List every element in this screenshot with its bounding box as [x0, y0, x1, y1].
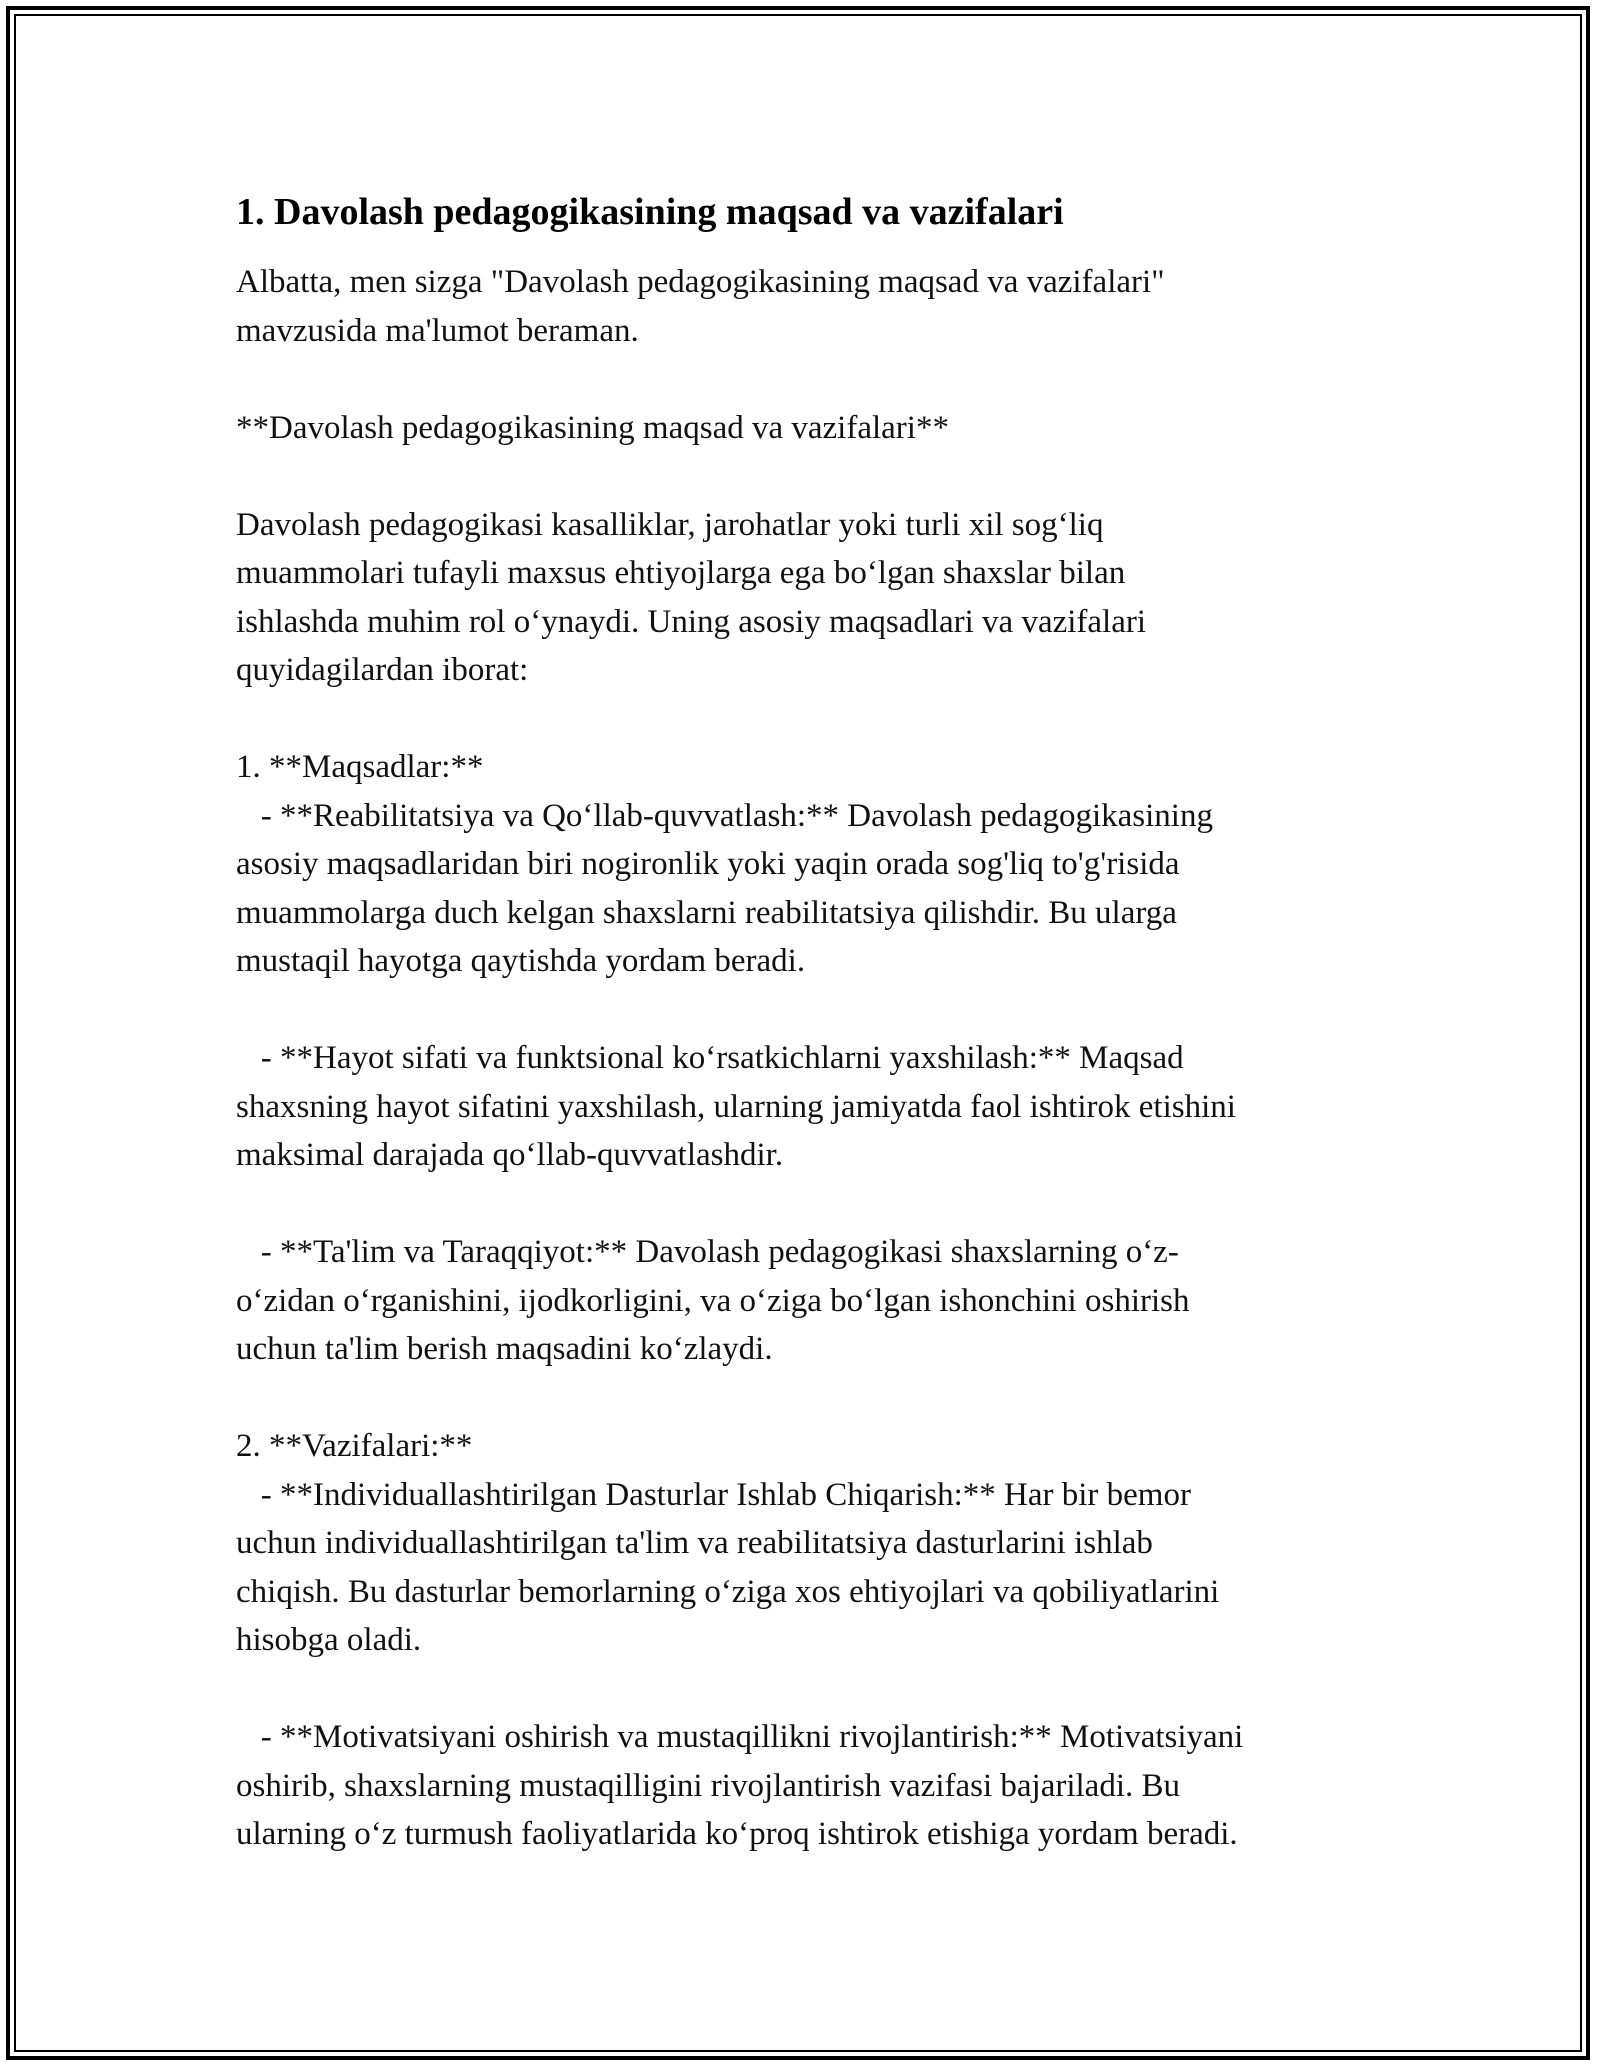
paragraph-spacer — [236, 695, 1396, 744]
subtitle-paragraph: **Davolash pedagogikasining maqsad va vazifalari** — [236, 409, 949, 446]
paragraph-spacer — [236, 452, 1396, 501]
paragraph-spacer — [236, 1180, 1396, 1229]
paragraph-spacer — [236, 986, 1396, 1035]
intro-paragraph: Albatta, men sizga "Davolash pedagogikasining maqsad va vazifalari" mavzusida ma'lumot beraman. — [236, 264, 1165, 349]
goals-education-paragraph: - **Ta'lim va Taraqqiyot:** Davolash pedagogikasi shaxslarning o‘z- o‘zidan o‘rganishini, ijodkorligini, va o‘ziga bo‘lgan ishonchini oshirish uchun ta'lim berish maqsadini ko‘zlaydi. — [236, 1234, 1190, 1367]
goals-quality-of-life-paragraph: - **Hayot sifati va funktsional ko‘rsatkichlarni yaxshilash:** Maqsad shaxsning hayot sifatini yaxshilash, ularning jamiyatda faol ishtirok etishini maksimal darajada qo‘llab-quvvatlashdir. — [236, 1040, 1236, 1173]
section-heading: 1. Davolash pedagogikasining maqsad va vazifalari — [236, 191, 1064, 233]
paragraph-spacer — [236, 355, 1396, 404]
paragraph-spacer — [236, 1374, 1396, 1423]
tasks-motivation-paragraph: - **Motivatsiyani oshirish va mustaqillikni rivojlantirish:** Motivatsiyani oshirib, shaxslarning mustaqilligini rivojlantirish vazifasi bajariladi. Bu ularning o‘z turmush faoliyatlarida ko‘proq ishtirok etishiga yordam beradi. — [236, 1719, 1244, 1852]
tasks-programs-paragraph: 2. **Vazifalari:** - **Individuallashtirilgan Dasturlar Ishlab Chiqarish:** Har bir bemor uchun individuallashtirilgan ta'lim va reabilitatsiya dasturlarini ishlab chiqish. Bu dasturlar bemorlarning o‘ziga xos ehtiyojlari va qobiliyatlarini hisobga oladi. — [236, 1428, 1220, 1658]
paragraph-spacer — [236, 1665, 1396, 1714]
overview-paragraph: Davolash pedagogikasi kasalliklar, jarohatlar yoki turli xil sog‘liq muammolari tufayli maxsus ehtiyojlarga ega bo‘lgan shaxslar bilan ishlashda muhim rol o‘ynaydi. Uning asosiy maqsadlari va vazifalari quyidagilardan iborat: — [236, 506, 1147, 688]
document-body — [236, 188, 1396, 1859]
goals-reabilitation-paragraph: 1. **Maqsadlar:** - **Reabilitatsiya va Qo‘llab-quvvatlash:** Davolash pedagogikasining asosiy maqsadlaridan biri nogironlik yoki yaqin orada sog'liq to'g'risida muammolarga duch kelgan shaxslarni reabilitatsiya qilishdir. Bu ularga mustaqil hayotga qaytishda yordam beradi. — [236, 749, 1213, 979]
